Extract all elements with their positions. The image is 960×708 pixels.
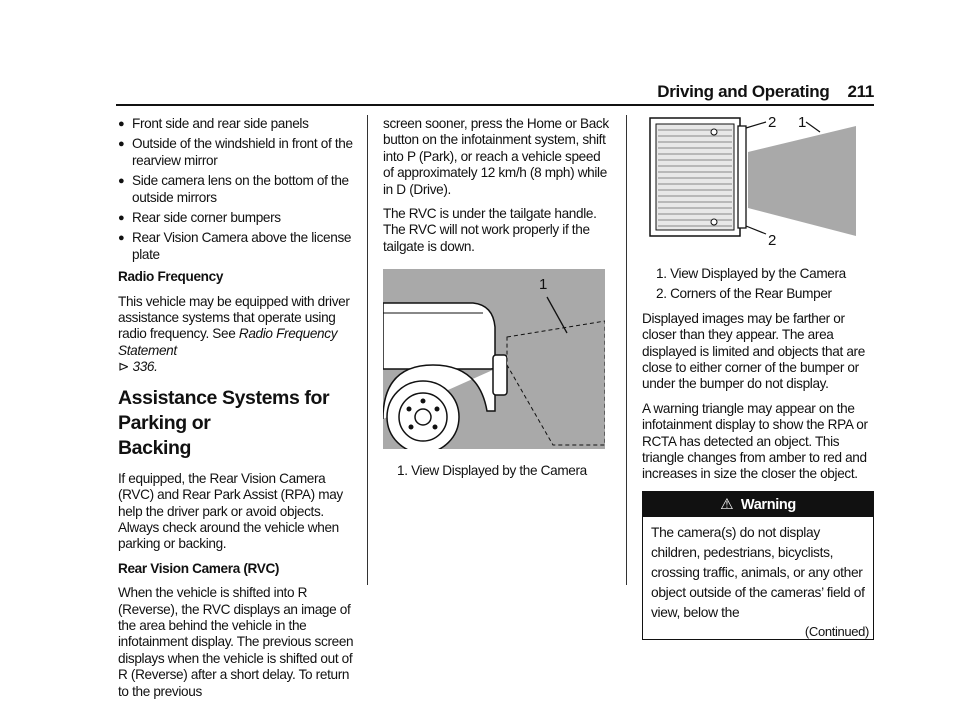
sensor-location-list xyxy=(118,116,354,263)
rvc-location-text: The RVC is under the tailgate handle. The RVC will not work properly if the tailgate is down. xyxy=(383,206,597,254)
callout-2-bottom: 2 xyxy=(768,232,776,249)
column-divider-1 xyxy=(367,115,368,585)
camera-view-side-illustration xyxy=(383,269,605,449)
intro-text: If equipped, the Rear Vision Camera (RVC) and Rear Park Assist (RPA) may help the driver park or avoid objects. Always check around the vehicle when parking or backing. xyxy=(118,470,343,552)
list-item: ● Outside of the windshield in front of the rearview mirror xyxy=(118,136,353,168)
header-rule xyxy=(116,104,874,106)
camera-view-top-illustration xyxy=(642,116,874,252)
column-3 xyxy=(642,116,874,640)
callout-1: 1 xyxy=(539,276,547,294)
callout-1: 1 xyxy=(798,116,806,131)
page-number: 211 xyxy=(847,82,874,101)
warning-triangle-text: A warning triangle may appear on the infotainment display to show the RPA or RCTA has detected an object. This triangle changes from amber to red and increases in size the closer the object. xyxy=(642,400,868,482)
section-title: Assistance Systems for Parking or Backing xyxy=(118,386,330,459)
warning-triangle-icon: ⚠ xyxy=(720,495,734,513)
list-item: 2. Corners of the Rear Bumper xyxy=(656,286,832,302)
radio-frequency-text: This vehicle may be equipped with driver assistance systems that operate using radio frequency. See Radio Frequency Statement ⊳ 336. xyxy=(118,293,350,375)
callout-2-top: 2 xyxy=(768,116,776,131)
list-item: ● Front side and rear side panels xyxy=(118,116,309,131)
page-header xyxy=(628,82,874,106)
rvc-heading: Rear Vision Camera (RVC) xyxy=(118,560,280,576)
continued-label: (Continued) xyxy=(804,624,869,640)
warning-text: The camera(s) do not display children, pedestrians, bicyclists, crossing traffic, animals, or any other object outside of the cameras’ field of view, below the xyxy=(651,525,865,621)
rvc-text: When the vehicle is shifted into R (Reverse), the RVC displays an image of the area behind the vehicle in the infotainment display. The previous screen displays when the vehicle is shifted out of R (Reverse) after a short delay. To return to the previous xyxy=(118,585,354,699)
list-item: ● Side camera lens on the bottom of the outside mirrors xyxy=(118,173,349,205)
page-ref-icon: ⊳ xyxy=(118,359,130,375)
list-item: ● Rear side corner bumpers xyxy=(118,210,281,226)
figure-captions xyxy=(642,266,874,303)
radio-frequency-link[interactable]: Radio Frequency Statement xyxy=(118,326,338,358)
list-item: 1. View Displayed by the Camera xyxy=(656,266,846,281)
warning-box xyxy=(642,491,874,640)
column-1 xyxy=(118,116,354,708)
figure-caption: 1. View Displayed by the Camera xyxy=(397,463,587,479)
column-divider-2 xyxy=(626,115,627,585)
section-name: Driving and Operating xyxy=(657,82,830,101)
column-2 xyxy=(383,116,611,488)
radio-frequency-page-ref[interactable]: 336. xyxy=(132,359,158,375)
warning-header: ⚠ Warning xyxy=(643,492,873,517)
list-item: ● Rear Vision Camera above the license plate xyxy=(118,230,352,262)
display-limits-text: Displayed images may be farther or closer than they appear. The area displayed is limited and objects that are close to either corner of the bumper or under the bumper do not display. xyxy=(642,310,865,392)
rvc-return-text: screen sooner, press the Home or Back button on the infotainment system, shift into P (Park), or reach a vehicle speed of approximately 12 km/h (8 mph) while in D (Drive). xyxy=(383,116,609,197)
radio-frequency-heading: Radio Frequency xyxy=(118,269,224,285)
